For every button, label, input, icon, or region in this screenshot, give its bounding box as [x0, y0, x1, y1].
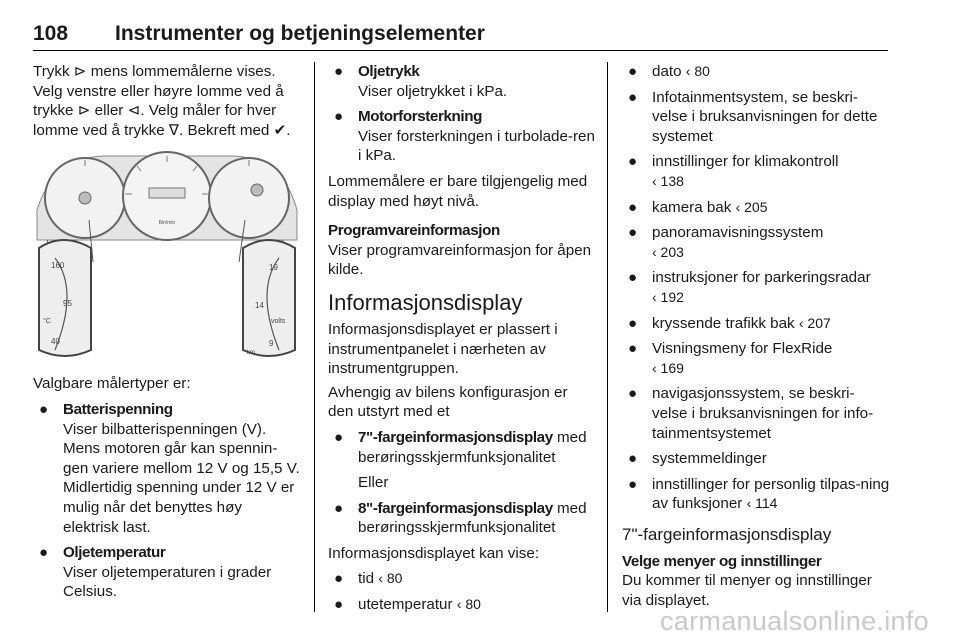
list-item	[622, 339, 890, 378]
column-divider	[607, 62, 608, 612]
bullet: ●	[628, 314, 638, 332]
item-text: innstillinger for klimakontroll	[652, 153, 839, 171]
page-number: 108	[33, 22, 69, 45]
item-text: systemmeldinger	[652, 450, 767, 468]
page-reference[interactable]: ‹ 138	[652, 172, 684, 189]
list-item	[622, 223, 890, 262]
item-text: panoramavisningssystem	[652, 224, 824, 242]
bullet: ●	[628, 269, 638, 287]
right-gauge-label: 19	[269, 263, 278, 273]
bullet: ●	[334, 499, 344, 517]
list-item	[622, 152, 890, 191]
list-item	[33, 543, 301, 602]
bullet: ●	[334, 428, 344, 446]
list-item	[622, 268, 890, 307]
subsection-title: 7"-fargeinformasjonsdisplay	[622, 524, 832, 544]
section-paragraph: Avhengig av bilens konfigurasjon er den utstyrt med et	[328, 383, 568, 421]
list-item	[622, 62, 890, 82]
right-gauge-label: 9	[269, 339, 274, 349]
left-gauge-label: 160	[51, 261, 65, 271]
center-gauge-label: Bin/min	[158, 220, 176, 227]
item-title: Oljetrykk	[358, 63, 420, 80]
bullet: ●	[628, 88, 638, 106]
column-divider	[314, 62, 315, 612]
left-gauge-unit: °C	[43, 318, 51, 326]
bullet: ●	[628, 385, 638, 403]
list-item	[622, 88, 890, 147]
or-text: Eller	[358, 474, 389, 492]
item-title: 7"-fargeinformasjonsdisplay	[358, 428, 553, 446]
page-reference[interactable]: ‹ 192	[652, 288, 684, 305]
header-divider	[33, 50, 888, 51]
bullet: ●	[628, 340, 638, 358]
bullet: ●	[334, 108, 344, 126]
page-reference[interactable]: ‹ 169	[652, 359, 684, 376]
list-item	[622, 384, 890, 443]
item-text: Infotainmentsystem, se beskri-velse i bruksanvisningen for dette systemet	[652, 88, 878, 145]
page-header	[33, 22, 888, 50]
item-text: kryssende trafikk bak	[652, 314, 799, 332]
bullet: ●	[39, 544, 49, 562]
page-reference[interactable]: ‹ 80	[378, 570, 403, 587]
page-reference[interactable]: ‹ 205	[735, 198, 768, 215]
intro-paragraph: Trykk ⊳ mens lommemålerne vises. Velg venstre eller høyre lomme ved å trykke ⊳ eller ⊲. Velg måler for hver lomme ved å trykke ∇. Bekreft med ✔.	[33, 63, 291, 139]
bullet: ●	[628, 224, 638, 242]
column-1	[33, 62, 301, 608]
page-reference[interactable]: ‹ 80	[685, 63, 710, 79]
software-text: Viser programvareinformasjon for åpen kilde.	[328, 241, 592, 279]
can-show-text: Informasjonsdisplayet kan vise:	[328, 544, 540, 562]
item-text: Visningsmeny for FlexRide	[652, 340, 833, 358]
list-item	[328, 499, 596, 538]
right-gauge-label: 14	[255, 301, 264, 311]
item-title: 8"-fargeinformasjonsdisplay	[358, 499, 553, 517]
gauge-type-list-cont	[328, 62, 596, 166]
item-title: Oljetemperatur	[63, 544, 166, 562]
item-text: Viser oljetrykket i kPa.	[358, 82, 508, 100]
page-reference[interactable]: ‹ 203	[652, 243, 684, 260]
page-reference[interactable]: ‹ 207	[798, 314, 831, 331]
item-text: med berøringsskjermfunksjonalitet	[358, 428, 587, 466]
menu-title: Velge menyer og innstillinger	[622, 552, 822, 570]
bullet: ●	[334, 596, 344, 614]
item-text: kamera bak	[652, 198, 736, 216]
menu-text: Du kommer til menyer og innstillinger via displayet.	[622, 572, 872, 610]
list-item	[33, 400, 301, 537]
item-text: navigasjonssystem, se beskri-velse i bruksanvisningen for info-tainmentsystemet	[652, 385, 874, 442]
watermark: carmanualsonline.info	[660, 606, 929, 636]
list-item	[328, 107, 596, 166]
bullet: ●	[334, 570, 344, 588]
display-list	[328, 428, 596, 538]
item-title: Batterispenning	[63, 400, 173, 418]
right-gauge-km: km	[247, 350, 255, 357]
software-title: Programvareinformasjon	[328, 222, 500, 240]
bullet: ●	[628, 475, 638, 493]
list-item	[328, 428, 596, 467]
list-item	[328, 595, 596, 615]
item-text: med berøringsskjermfunksjonalitet	[358, 499, 587, 537]
instrument-cluster-figure	[33, 150, 301, 364]
bullet: ●	[334, 63, 344, 80]
list-item	[622, 449, 890, 469]
bullet: ●	[39, 400, 49, 418]
column-2	[328, 62, 596, 621]
instrument-cluster-illustration	[33, 150, 301, 364]
item-text: instruksjoner for parkeringsradar	[652, 269, 871, 287]
types-intro: Valgbare målertyper er:	[33, 375, 191, 393]
column-3	[622, 62, 890, 611]
item-text: Viser bilbatterispenningen (V). Mens motoren går kan spennin-gen variere mellom 12 V og 15,5 V. Midlertidig spenning under 12 V er mulig når det benyttes høy elektrisk last.	[63, 420, 300, 536]
item-text: innstillinger for personlig tilpas-ning av funksjoner	[652, 475, 890, 513]
list-item	[328, 569, 596, 589]
bullet: ●	[628, 153, 638, 171]
list-item	[622, 475, 890, 514]
item-text: Viser oljetemperaturen i grader Celsius.	[63, 563, 272, 601]
section-title: Informasjonsdisplay	[328, 289, 523, 315]
list-item	[328, 62, 596, 101]
left-gauge-label: 40	[51, 337, 60, 347]
info-list	[622, 62, 890, 514]
list-item	[622, 198, 890, 218]
page-reference[interactable]: ‹ 114	[746, 495, 778, 512]
section-paragraph: Informasjonsdisplayet er plassert i instrumentpanelet i nærheten av instrumentgruppen.	[328, 320, 558, 378]
show-list	[328, 569, 596, 614]
gauge-type-list	[33, 400, 301, 602]
left-gauge-label: 95	[63, 299, 72, 309]
bullet: ●	[628, 63, 638, 80]
page-reference[interactable]: ‹ 80	[456, 596, 481, 613]
after-items-text: Lommemålere er bare tilgjengelig med display med høyt nivå.	[328, 172, 588, 210]
item-title: Motorforsterkning	[358, 108, 482, 126]
item-text: dato	[652, 63, 686, 80]
bullet: ●	[628, 198, 638, 216]
item-text: tid	[358, 570, 379, 588]
item-text: Viser forsterkningen i turbolade-ren i kPa.	[358, 127, 595, 165]
list-item	[328, 473, 596, 493]
chapter-title: Instrumenter og betjeningselementer	[115, 22, 485, 45]
item-text: utetemperatur	[358, 596, 457, 614]
list-item	[622, 314, 890, 334]
right-gauge-unit: volts	[271, 318, 286, 326]
bullet: ●	[628, 450, 638, 468]
